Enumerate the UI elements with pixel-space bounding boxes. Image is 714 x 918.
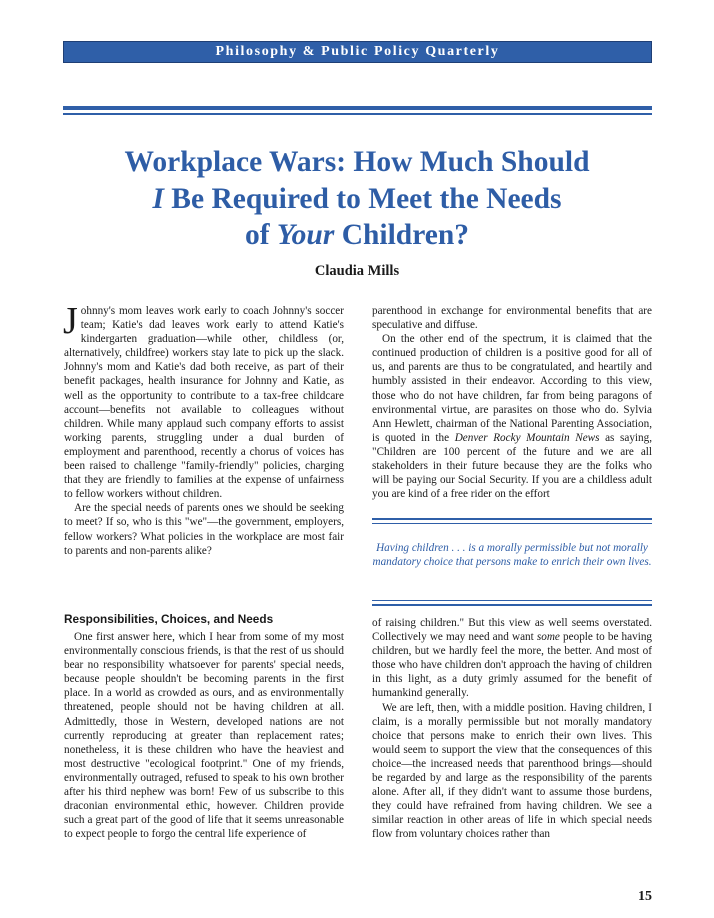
paragraph-intro-text: ohnny's mom leaves work early to coach Johnny's soccer team; Katie's dad leaves work early to attend Katie's kindergarten graduation—while other, childless (or, alternatively, childfree) workers stay late to pick up the slack. Johnny's mom and Katie's dad both receive, as part of their benefit packages, health insurance for Johnny and Katie, as well as the opportunity to contribute to a tax-free childcare account—benefits not available to colleagues without children. While many applaud such company efforts to assist working parents, struggling under a dual burden of employment and parenthood, recently a chorus of voices has been raised to challenge "family-friendly" policies, charging that they are friendly to families at the expense of unfairness to fellow workers without children. <box>64 305 344 501</box>
right-column-lower <box>372 616 652 842</box>
left-column-upper <box>63 300 344 558</box>
emphasis-some: some <box>536 631 560 644</box>
title-em-i: I <box>152 182 164 215</box>
title-line-3-post: Children? <box>334 219 470 251</box>
journal-name: Philosophy & Public Policy Quarterly <box>215 44 500 59</box>
left-column-lower <box>64 630 344 841</box>
right-column-upper <box>372 304 652 501</box>
paragraph-questions: Are the special needs of parents ones we should be seeking to meet? If so, who is this "we"—the government, employers, fellow workers? What policies in the workplace are most fair to parents and non-parents alike? <box>64 502 344 557</box>
title-line-1: Workplace Wars: How Much Should <box>124 146 590 178</box>
header-rule-thin <box>63 113 652 115</box>
title-line-3-pre: of <box>244 219 277 251</box>
paragraph-spectrum-b: as saying, "Children are 100 percent of the future and we are all stakeholders in their future because they are the folks who will be paying our Social Security. If you are a childless adult you are kind of a free rider on the effort <box>372 431 653 501</box>
paragraph-middle-position: We are left, then, with a middle position. Having children, I claim, is a morally permissible but not morally mandatory choice that persons make to enrich their own lives. This would seem to support the view that the consequences of this choice—the increased needs that parenthood brings—should be regarded by and large as the responsibility of the parents alone. After all, if they didn't want to assume those burdens, they could have refrained from having children. We see a similar reaction in other areas of life in which special needs flow from voluntary choices rather than <box>372 701 652 841</box>
paragraph-parenthood: parenthood in exchange for environmental benefits that are speculative and diffuse. <box>372 305 652 332</box>
pullquote-rule-top <box>372 518 652 524</box>
drop-cap: J <box>63 300 78 342</box>
paragraph-overstated-b: people to be having children, but we hardly feel the more, the better. And most of those who have children don't approach the having of children in this light, as a duty grimly assumed for the benefit of humankind generally. <box>372 631 653 700</box>
paragraph-spectrum-a: On the other end of the spectrum, it is claimed that the continued production of children is a positive good for all of us, and parents are thus to be congratulated, and heartily and humbly assisted in their endeavor. According to this view, those who do not have children, far from being paragons of environmental virtue, are parasites on those who do. Sylvia Ann Hewlett, chairman of the National Parenting Association, is quoted in the <box>372 333 652 444</box>
pullquote: Having children . . . is a morally permissible but not morally mandatory choice that persons make to enrich their own lives. <box>372 542 652 569</box>
title-line-2-text: Be Required to Meet the Needs <box>163 182 562 215</box>
paragraph-overstated <box>372 616 652 701</box>
page-number: 15 <box>638 889 652 904</box>
title-em-your: Your <box>276 219 335 251</box>
pullquote-rule-bottom <box>372 600 652 606</box>
paragraph-intro <box>63 300 344 501</box>
journal-banner <box>63 41 652 63</box>
title-line-2 <box>60 181 654 218</box>
header-rule-thick <box>63 106 652 110</box>
newspaper-name: Denver Rocky Mountain News <box>454 431 600 444</box>
paragraph-overstated-a: of raising children." But this view as well seems overstated. Collectively we may need and want <box>372 617 652 644</box>
paragraph-spectrum <box>372 332 652 501</box>
title-line-3 <box>60 217 654 254</box>
paragraph-environmental: One first answer here, which I hear from some of my most environmentally conscious friends, is that the rest of us should bear no responsibility whatsoever for parents' special needs, because people shouldn't be becoming parents in the first place. In a world as crowded as ours, and as environmentally threatened, people should not be having children at all. Admittedly, those in Western, developed nations are not currently reproducing at greater than replacement rates; nonetheless, it is these children who have the heaviest and most destructive "ecological footprint." One of my friends, environmentally outraged, refused to speak to his own brother after his third nephew was born! Few of us subscribe to this draconian environmental ethic, however. Children provide such a great part of the good of life that it seems unreasonable to expect people to forgo the central life experience of <box>64 631 344 841</box>
section-heading: Responsibilities, Choices, and Needs <box>64 612 274 626</box>
article-author: Claudia Mills <box>314 263 400 279</box>
article-title <box>60 144 654 254</box>
